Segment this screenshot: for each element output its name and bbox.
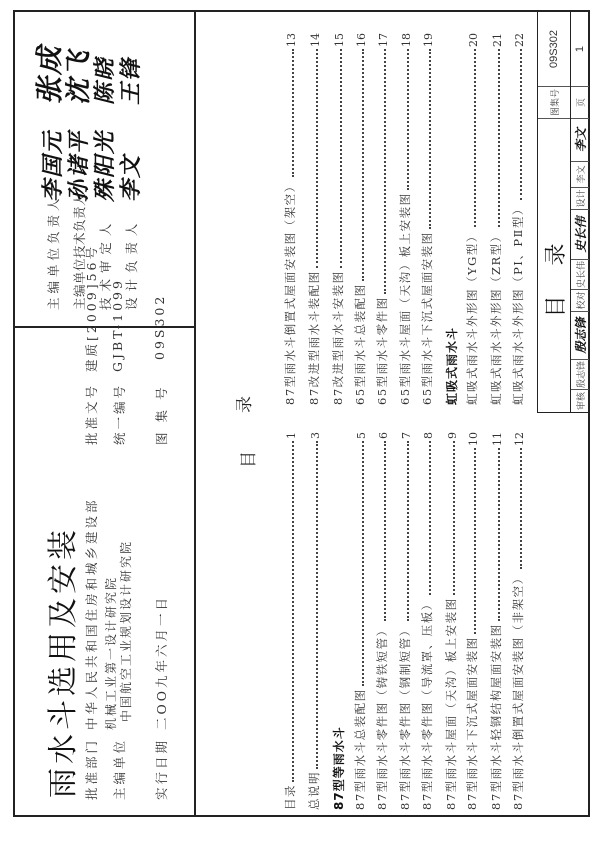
effective-date-label: 实行日期 (154, 737, 169, 800)
toc-entry-page: 9 (446, 432, 459, 439)
toc-entry[interactable] (464, 33, 480, 405)
title-block (537, 10, 590, 413)
toc-entry-page: 6 (377, 432, 390, 439)
dot-leader (452, 441, 455, 595)
approval-doc-value: 建质[2009]56号 (84, 244, 99, 372)
toc-entry-text: 87改进型雨水斗装配图 (307, 270, 321, 405)
title-block-atlas-label: 图集号 (538, 87, 570, 119)
toc-entry[interactable] (374, 432, 390, 810)
dot-leader (406, 49, 409, 190)
dot-leader (519, 49, 522, 200)
toc-entry[interactable] (419, 33, 435, 405)
toc-entry[interactable] (488, 432, 504, 810)
dot-leader (519, 448, 522, 569)
dot-leader (291, 441, 294, 782)
toc-entry-page: 19 (422, 33, 435, 47)
signature-label-tech-review: 技 术 审 定 人 (98, 222, 113, 310)
toc-entry-page: 11 (491, 432, 504, 446)
toc-entry[interactable] (443, 432, 459, 810)
editor-unit-value-1: 机械工业第一设计研究院 (104, 575, 118, 730)
dot-leader (291, 49, 294, 177)
toc-entry-text: 87型雨水斗下沉式屋面安装图 (465, 636, 479, 810)
design-signature: 李文 (571, 119, 589, 162)
toc-entry[interactable] (306, 33, 322, 405)
toc-entry-text: 虹吸式雨水斗外形图（YG型） (465, 229, 479, 405)
toc-entry-text: 87型雨水斗零件图（导流罩、压板） (420, 597, 434, 810)
approval-doc-label: 批准文号 (84, 382, 99, 445)
toc-entry-text: 87型雨水斗轻钢结构屋面安装图 (489, 623, 503, 810)
toc-entry-text: 87型雨水斗零件图（铸铁短管） (375, 623, 389, 810)
dot-leader (497, 448, 500, 621)
title-block-page-value: 1 (571, 12, 589, 87)
toc-entry-text: 87型雨水斗倒置式屋面安装图（非架空） (511, 571, 525, 810)
toc-entry-text: 87型雨水斗零件图（钢制短管） (398, 623, 412, 810)
toc-entry-text: 虹吸式雨水斗外形图（ZR型） (489, 229, 503, 405)
atlas-no-label: 图 集 号 (154, 384, 169, 445)
toc-entry-text: 87型雨水斗屋面（天沟）板上安装图 (444, 597, 458, 810)
toc-entry[interactable] (282, 33, 298, 405)
toc-entry[interactable] (352, 432, 368, 810)
toc-entry-page: 8 (422, 432, 435, 439)
dot-leader (428, 49, 431, 229)
toc-section-header: 虹吸式雨水斗 (445, 326, 459, 405)
check-signature: 史长伟 (571, 210, 589, 260)
title-block-title: 目录 (543, 213, 569, 318)
editor-unit-label: 主编单位 (112, 737, 127, 800)
dot-leader (315, 441, 318, 769)
document-title: 雨水斗选用及安装 (46, 526, 81, 798)
review-name: 殷志锋 (571, 360, 589, 390)
toc-entry[interactable] (374, 33, 390, 405)
approval-dept-value: 中华人民共和国住房和城乡建设部 (84, 497, 99, 730)
signature-chief-unit-2: 张成 (33, 44, 66, 105)
toc-entry-text: 87型雨水斗总装配图 (353, 688, 367, 810)
dot-leader (428, 441, 431, 595)
unified-code-value: GJBT-1099 (110, 278, 125, 372)
toc-entry-page: 3 (309, 432, 322, 439)
toc-entry-page: 10 (467, 432, 480, 446)
dot-leader (361, 441, 364, 686)
toc-entry[interactable] (306, 432, 322, 810)
toc-entry-page: 14 (309, 33, 322, 47)
toc-entry[interactable] (397, 432, 413, 810)
toc-entry[interactable] (510, 432, 526, 810)
toc-entry[interactable] (464, 432, 480, 810)
toc-heading-char-2: 录 (235, 396, 255, 413)
toc-entry-page: 17 (377, 33, 390, 47)
approval-dept-label: 批准部门 (84, 737, 99, 800)
signature-chief-tech: 孙诸平 (66, 129, 92, 202)
signature-label-design-lead: 设 计 负 责 人 (124, 222, 139, 310)
design-label: 设计 (571, 188, 589, 210)
toc-entry-page: 20 (467, 33, 480, 47)
toc-entry[interactable] (352, 33, 368, 405)
toc-entry-page: 7 (400, 432, 413, 439)
dot-leader (406, 441, 409, 621)
toc-entry-text: 87改进型雨水斗安装图 (331, 270, 345, 405)
title-block-atlas-value: 09S302 (538, 12, 570, 87)
dot-leader (339, 49, 342, 268)
review-label: 审核 (576, 392, 587, 411)
editor-unit-value-2: 中国航空工业规划设计研究院 (119, 539, 133, 722)
toc-entry-page: 15 (333, 33, 346, 47)
signature-divider (13, 326, 195, 328)
dot-leader (383, 49, 386, 294)
signature-tech-review-2: 陈晓 (92, 56, 118, 105)
toc-entry-page: 21 (491, 33, 504, 47)
toc-entry-text: 虹吸式雨水斗外形图（PⅠ、PⅡ型） (511, 202, 525, 405)
unified-code-label: 统一编号 (112, 382, 127, 445)
atlas-no-value: 09S302 (152, 293, 167, 360)
review-signature: 殷志锋 (571, 312, 589, 360)
signature-design-lead: 李文 (118, 153, 144, 202)
toc-entry-text: 65型雨水斗总装配图 (353, 283, 367, 405)
toc-entry-text: 65型雨水斗屋面（天沟）板上安装图 (398, 192, 412, 405)
effective-date-value: 二OO九年六月一日 (154, 595, 169, 730)
toc-entry-page: 18 (400, 33, 413, 47)
toc-entry-page: 22 (513, 33, 526, 47)
toc-entry-page: 1 (285, 432, 298, 439)
design-name: 李文 (571, 162, 589, 188)
toc-entry[interactable] (397, 33, 413, 405)
toc-heading-char-1: 目 (239, 451, 259, 468)
dot-leader (473, 49, 476, 227)
dot-leader (361, 49, 364, 281)
toc-section-header: 87型等雨水斗 (332, 726, 346, 810)
signature-chief-tech-2: 沈飞 (64, 48, 94, 105)
toc-entry-page: 5 (355, 432, 368, 439)
toc-entry[interactable] (282, 432, 298, 810)
signature-label-chief-unit: 主编单位负责人 (46, 194, 61, 310)
signature-label-chief-tech: 主编单位技术负责人 (72, 192, 87, 310)
toc-entry-page: 12 (513, 432, 526, 446)
toc-entry[interactable] (419, 432, 435, 810)
signature-design-lead-2: 王锋 (118, 56, 144, 105)
toc-entry-text: 总说明 (307, 771, 321, 810)
toc-entry-text: 65型雨水斗下沉式屋面安装图 (420, 231, 434, 405)
cover-divider (194, 10, 196, 817)
toc-entry-page: 16 (355, 33, 368, 47)
signature-chief-unit: 李国元 (40, 129, 66, 202)
check-label: 校对 (571, 290, 589, 312)
toc-entry[interactable] (488, 33, 504, 405)
toc-entry-text: 87型雨水斗倒置式屋面安装图（架空） (283, 179, 297, 405)
toc-entry-text: 65型雨水斗零件图 (375, 296, 389, 405)
check-name: 史长伟 (571, 260, 589, 290)
toc-entry[interactable] (330, 33, 346, 405)
signature-tech-review: 殊阳光 (92, 129, 118, 202)
dot-leader (315, 49, 318, 268)
title-block-page-label: 页 (571, 87, 589, 119)
toc-entry[interactable] (510, 33, 526, 405)
dot-leader (497, 49, 500, 227)
toc-entry-page: 13 (285, 33, 298, 47)
dot-leader (383, 441, 386, 621)
toc-entry-text: 目录 (283, 784, 297, 810)
dot-leader (473, 448, 476, 634)
